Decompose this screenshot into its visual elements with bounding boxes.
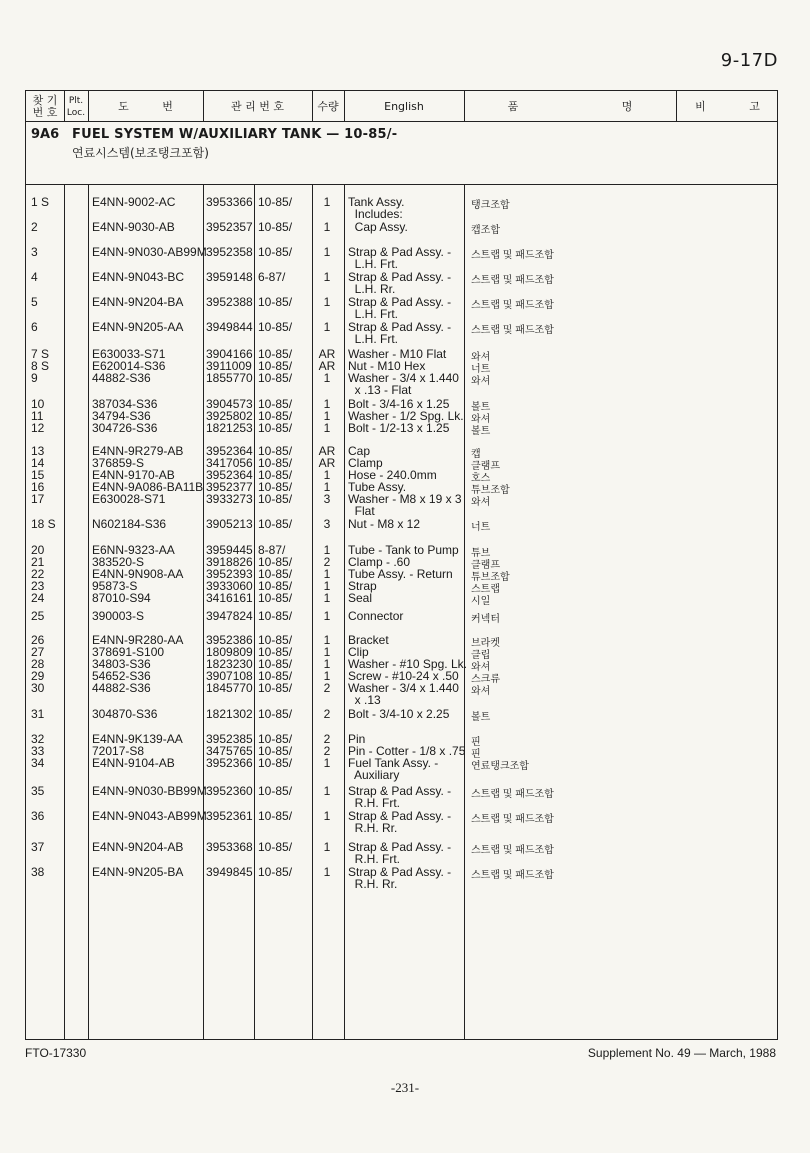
cell-ko: 스트랩 및 패드조합 [471, 870, 554, 881]
section-subtitle: 연료시스템(보조탱크포함) [72, 146, 209, 160]
cell-part: E4NN-9104-AB [92, 756, 175, 770]
cell-en: Pin [348, 732, 366, 746]
cell-ref: 6 [31, 320, 38, 334]
cell-en: Seal [348, 591, 373, 605]
cell-date: 10-85/ [258, 397, 293, 411]
cell-qty: 3 [323, 492, 331, 506]
cell-ref: 31 [31, 707, 45, 721]
cell-qty: 1 [323, 609, 331, 623]
cell-en: Strap & Pad Assy. - R.H. Frt. [348, 840, 452, 866]
cell-ref: 37 [31, 840, 45, 854]
cell-qty: 1 [323, 840, 331, 854]
cell-en: Bolt - 3/4-16 x 1.25 [348, 397, 450, 411]
cell-ko: 연료탱크조합 [471, 761, 529, 772]
cell-qty: 1 [323, 421, 331, 435]
cell-ko: 와셔 [471, 376, 491, 387]
cell-date: 10-85/ [258, 347, 293, 361]
cell-date: 6-87/ [258, 270, 286, 284]
cell-mgmt: 3933060 [206, 579, 253, 593]
cell-date: 10-85/ [258, 579, 293, 593]
cell-ref: 34 [31, 756, 45, 770]
cell-ref: 8 S [31, 359, 50, 373]
cell-date: 10-85/ [258, 707, 293, 721]
cell-en: Screw - #10-24 x .50 [348, 669, 459, 683]
form-number: FTO-17330 [25, 1046, 87, 1060]
cell-date: 10-85/ [258, 359, 293, 373]
cell-en: Strap & Pad Assy. - R.H. Rr. [348, 865, 452, 891]
cell-en: Washer - M10 Flat [348, 347, 447, 361]
cell-qty: 1 [323, 468, 331, 482]
cell-ko: 커넥터 [471, 614, 500, 625]
cell-qty: 1 [323, 657, 331, 671]
cell-date: 10-85/ [258, 633, 293, 647]
cell-qty: 1 [323, 543, 331, 557]
cell-en: Hose - 240.0mm [348, 468, 437, 482]
cell-qty: 1 [323, 784, 331, 798]
cell-en: Tube Assy. [348, 480, 407, 494]
section-code: 9A6 [31, 127, 60, 142]
cell-date: 10-85/ [258, 468, 293, 482]
cell-mgmt: 3417056 [206, 456, 253, 470]
cell-part: E6NN-9323-AA [92, 543, 175, 557]
cell-mgmt: 3905213 [206, 517, 253, 531]
cell-mgmt: 1809809 [206, 645, 253, 659]
cell-en: Tank Assy. Includes: [348, 195, 405, 221]
col-divider [203, 184, 204, 1040]
cell-date: 10-85/ [258, 756, 293, 770]
header-quantity: 수량 [317, 100, 339, 113]
cell-en: Fuel Tank Assy. - Auxiliary [348, 756, 439, 782]
section-title: FUEL SYSTEM W/AUXILIARY TANK — 10-85/- [72, 127, 398, 142]
cell-part: E4NN-9170-AB [92, 468, 175, 482]
cell-part: 34794-S36 [92, 409, 151, 423]
cell-ko: 스트랩 및 패드조합 [471, 250, 554, 261]
cell-ko: 볼트 [471, 402, 491, 413]
cell-mgmt: 3911009 [206, 359, 252, 373]
cell-ko: 스크류 [471, 674, 500, 685]
cell-ko: 튜브조합 [471, 485, 510, 496]
cell-date: 10-85/ [258, 681, 293, 695]
cell-ref: 14 [31, 456, 45, 470]
cell-ko: 핀 [471, 749, 481, 760]
header-remarks: 비 고 [695, 100, 760, 113]
cell-qty: 1 [323, 591, 331, 605]
cell-qty: 1 [323, 409, 331, 423]
cell-en: Strap [348, 579, 377, 593]
cell-ko: 스트랩 및 패드조합 [471, 814, 554, 825]
header-management-number: 관 리 번 호 [231, 100, 284, 113]
cell-date: 10-85/ [258, 567, 293, 581]
cell-mgmt: 3952364 [206, 468, 253, 482]
cell-qty: AR [318, 359, 336, 373]
cell-ref: 25 [31, 609, 45, 623]
cell-mgmt: 1855770 [206, 371, 253, 385]
cell-part: 54652-S36 [92, 669, 151, 683]
cell-ko: 너트 [471, 522, 491, 533]
col-divider [464, 184, 465, 1040]
cell-ko: 클램프 [471, 461, 500, 472]
cell-part: E4NN-9K139-AA [92, 732, 183, 746]
cell-en: Cap [348, 444, 371, 458]
cell-date: 10-85/ [258, 809, 293, 823]
cell-qty: 2 [323, 744, 331, 758]
cell-mgmt: 3952364 [206, 444, 253, 458]
section-divider [26, 184, 777, 185]
cell-ko: 핀 [471, 737, 481, 748]
page-number-top: 9-17D [720, 50, 778, 71]
cell-ref: 17 [31, 492, 45, 506]
cell-mgmt: 3953368 [206, 840, 253, 854]
cell-ref: 11 [31, 409, 44, 423]
cell-part: E4NN-9030-AB [92, 220, 175, 234]
cell-part: 95873-S [92, 579, 138, 593]
cell-ko: 스트랩 및 패드조합 [471, 325, 554, 336]
cell-ko: 튜브조합 [471, 572, 510, 583]
cell-mgmt: 1845770 [206, 681, 253, 695]
cell-ref: 38 [31, 865, 45, 879]
cell-ko: 스트랩 및 패드조합 [471, 845, 554, 856]
cell-ref: 20 [31, 543, 45, 557]
cell-qty: 1 [323, 669, 331, 683]
cell-ref: 24 [31, 591, 45, 605]
header-plant-loc: Plt. Loc. [66, 96, 86, 118]
cell-ko: 스트랩 및 패드조합 [471, 275, 554, 286]
cell-mgmt: 3949844 [206, 320, 253, 334]
cell-mgmt: 3952388 [206, 295, 253, 309]
cell-ko: 너트 [471, 364, 491, 375]
cell-en: Connector [348, 609, 404, 623]
cell-qty: 1 [323, 245, 331, 259]
cell-ref: 10 [31, 397, 45, 411]
cell-ko: 와셔 [471, 352, 491, 363]
cell-date: 10-85/ [258, 245, 293, 259]
cell-part: 304870-S36 [92, 707, 158, 721]
cell-qty: 1 [323, 865, 331, 879]
cell-en: Strap & Pad Assy. - R.H. Frt. [348, 784, 452, 810]
cell-date: 8-87/ [258, 543, 286, 557]
col-divider [64, 184, 65, 1040]
cell-qty: AR [318, 456, 336, 470]
cell-ko: 클램프 [471, 560, 500, 571]
cell-en: Washer - M8 x 19 x 3 Flat [348, 492, 462, 518]
header-ref-no: 찾 기 번 호 [32, 94, 58, 119]
cell-part: E4NN-9N030-AB99M [92, 245, 207, 259]
cell-ko: 클립 [471, 650, 491, 661]
cell-mgmt: 3952357 [206, 220, 253, 234]
cell-part: 390003-S [92, 609, 145, 623]
cell-ko: 캡조합 [471, 225, 500, 236]
cell-date: 10-85/ [258, 295, 293, 309]
cell-qty: 1 [323, 397, 331, 411]
cell-date: 10-85/ [258, 657, 293, 671]
cell-ref: 28 [31, 657, 45, 671]
cell-ref: 12 [31, 421, 45, 435]
cell-ref: 16 [31, 480, 45, 494]
cell-en: Pin - Cotter - 1/8 x .75 [348, 744, 466, 758]
supplement-note: Supplement No. 49 — March, 1988 [587, 1046, 776, 1060]
cell-mgmt: 3959445 [206, 543, 253, 557]
cell-en: Bracket [348, 633, 389, 647]
col-divider [88, 184, 89, 1040]
cell-mgmt: 3959148 [206, 270, 253, 284]
cell-en: Washer - 3/4 x 1.440 x .13 [348, 681, 459, 707]
cell-part: 383520-S [92, 555, 145, 569]
cell-part: 376859-S [92, 456, 145, 470]
col-divider [344, 184, 345, 1040]
cell-en: Clip [348, 645, 369, 659]
cell-date: 10-85/ [258, 492, 293, 506]
cell-qty: 2 [323, 555, 331, 569]
cell-en: Strap & Pad Assy. - L.H. Frt. [348, 295, 452, 321]
cell-qty: 1 [323, 220, 331, 234]
cell-part: E4NN-9N030-BB99M [92, 784, 207, 798]
cell-qty: 2 [323, 707, 331, 721]
cell-date: 10-85/ [258, 480, 293, 494]
cell-en: Strap & Pad Assy. - L.H. Frt. [348, 320, 452, 346]
header-korean-name: 품 명 [507, 100, 633, 113]
cell-qty: 3 [323, 517, 331, 531]
cell-part: E4NN-9002-AC [92, 195, 176, 209]
cell-qty: AR [318, 444, 336, 458]
cell-ko: 캡 [471, 449, 481, 460]
cell-date: 10-85/ [258, 865, 293, 879]
cell-en: Clamp - .60 [348, 555, 411, 569]
cell-mgmt: 3416161 [206, 591, 253, 605]
cell-ref: 18 S [31, 517, 56, 531]
cell-ref: 15 [31, 468, 45, 482]
cell-mgmt: 3952366 [206, 756, 253, 770]
cell-mgmt: 3904573 [206, 397, 253, 411]
cell-part: E4NN-9N205-BA [92, 865, 184, 879]
cell-qty: 1 [323, 645, 331, 659]
cell-en: Cap Assy. [348, 220, 408, 234]
cell-date: 10-85/ [258, 784, 293, 798]
cell-qty: 1 [323, 371, 331, 385]
cell-mgmt: 3952393 [206, 567, 253, 581]
cell-part: E4NN-9N204-BA [92, 295, 184, 309]
cell-date: 10-85/ [258, 840, 293, 854]
cell-mgmt: 3904166 [206, 347, 253, 361]
cell-mgmt: 3933273 [206, 492, 253, 506]
cell-ref: 29 [31, 669, 45, 683]
cell-part: E630028-S71 [92, 492, 166, 506]
cell-ko: 와셔 [471, 497, 491, 508]
cell-part: N602184-S36 [92, 517, 167, 531]
cell-ko: 와셔 [471, 662, 491, 673]
header-divider [26, 121, 777, 122]
cell-part: E4NN-9A086-BA11B [92, 480, 204, 494]
cell-qty: 1 [323, 480, 331, 494]
cell-en: Washer - 3/4 x 1.440 x .13 - Flat [348, 371, 459, 397]
cell-ko: 호스 [471, 473, 491, 484]
cell-date: 10-85/ [258, 609, 293, 623]
cell-en: Washer - 1/2 Spg. Lk. [348, 409, 464, 423]
cell-ref: 23 [31, 579, 45, 593]
cell-qty: 1 [323, 756, 331, 770]
cell-ref: 32 [31, 732, 45, 746]
cell-part: E630033-S71 [92, 347, 166, 361]
header-english: English [384, 100, 424, 113]
cell-qty: 1 [323, 320, 331, 334]
cell-ref: 35 [31, 784, 45, 798]
cell-date: 10-85/ [258, 456, 293, 470]
cell-ref: 21 [31, 555, 45, 569]
cell-ko: 와셔 [471, 686, 491, 697]
cell-part: E4NN-9N204-AB [92, 840, 184, 854]
cell-part: 378691-S100 [92, 645, 165, 659]
cell-part: E4NN-9R279-AB [92, 444, 184, 458]
cell-date: 10-85/ [258, 744, 293, 758]
cell-ko: 스트랩 [471, 584, 500, 595]
cell-ref: 7 S [31, 347, 50, 361]
cell-mgmt: 1823230 [206, 657, 253, 671]
cell-ko: 튜브 [471, 548, 491, 559]
cell-part: 44882-S36 [92, 371, 151, 385]
cell-mgmt: 3918826 [206, 555, 253, 569]
cell-ko: 볼트 [471, 426, 491, 437]
cell-mgmt: 3953366 [206, 195, 253, 209]
cell-qty: AR [318, 347, 336, 361]
cell-qty: 1 [323, 567, 331, 581]
cell-en: Bolt - 3/4-10 x 2.25 [348, 707, 450, 721]
cell-mgmt: 3475765 [206, 744, 253, 758]
cell-ko: 스트랩 및 패드조합 [471, 789, 554, 800]
cell-part: 387034-S36 [92, 397, 158, 411]
cell-part: 34803-S36 [92, 657, 151, 671]
cell-en: Bolt - 1/2-13 x 1.25 [348, 421, 450, 435]
cell-ref: 36 [31, 809, 45, 823]
cell-part: 44882-S36 [92, 681, 151, 695]
cell-part: 304726-S36 [92, 421, 158, 435]
cell-ref: 13 [31, 444, 45, 458]
cell-date: 10-85/ [258, 591, 293, 605]
cell-date: 10-85/ [258, 409, 293, 423]
cell-part: E4NN-9N043-BC [92, 270, 185, 284]
cell-date: 10-85/ [258, 555, 293, 569]
cell-qty: 2 [323, 681, 331, 695]
cell-en: Strap & Pad Assy. - R.H. Rr. [348, 809, 452, 835]
cell-part: E4NN-9R280-AA [92, 633, 184, 647]
cell-part: 72017-S8 [92, 744, 145, 758]
cell-date: 10-85/ [258, 220, 293, 234]
cell-ref: 1 S [31, 195, 50, 209]
cell-date: 10-85/ [258, 421, 293, 435]
cell-qty: 1 [323, 270, 331, 284]
cell-ref: 27 [31, 645, 45, 659]
cell-mgmt: 3925802 [206, 409, 253, 423]
cell-en: Tube Assy. - Return [348, 567, 453, 581]
cell-qty: 1 [323, 809, 331, 823]
cell-qty: 1 [323, 195, 331, 209]
cell-mgmt: 3952361 [206, 809, 253, 823]
cell-ko: 와셔 [471, 414, 491, 425]
cell-date: 10-85/ [258, 517, 293, 531]
cell-en: Strap & Pad Assy. - L.H. Rr. [348, 270, 452, 296]
cell-ref: 33 [31, 744, 45, 758]
cell-ko: 브라켓 [471, 638, 500, 649]
cell-mgmt: 3949845 [206, 865, 253, 879]
cell-mgmt: 3952385 [206, 732, 253, 746]
cell-qty: 1 [323, 633, 331, 647]
cell-ref: 2 [31, 220, 38, 234]
cell-date: 10-85/ [258, 444, 293, 458]
cell-en: Strap & Pad Assy. - L.H. Frt. [348, 245, 452, 271]
cell-ko: 스트랩 및 패드조합 [471, 300, 554, 311]
cell-mgmt: 3952386 [206, 633, 253, 647]
cell-part: 87010-S94 [92, 591, 151, 605]
cell-ko: 탱크조합 [471, 200, 510, 211]
cell-ref: 22 [31, 567, 45, 581]
cell-en: Clamp [348, 456, 383, 470]
cell-mgmt: 3952360 [206, 784, 253, 798]
cell-ko: 시일 [471, 596, 491, 607]
cell-ref: 4 [31, 270, 38, 284]
header-part-number: 도 번 [118, 100, 173, 113]
cell-qty: 2 [323, 732, 331, 746]
cell-mgmt: 1821302 [206, 707, 253, 721]
cell-part: E4NN-9N908-AA [92, 567, 184, 581]
cell-date: 10-85/ [258, 371, 293, 385]
cell-ref: 9 [31, 371, 38, 385]
cell-date: 10-85/ [258, 669, 293, 683]
cell-date: 10-85/ [258, 320, 293, 334]
cell-date: 10-85/ [258, 195, 293, 209]
cell-qty: 1 [323, 579, 331, 593]
cell-ref: 26 [31, 633, 45, 647]
cell-ko: 볼트 [471, 712, 491, 723]
cell-date: 10-85/ [258, 732, 293, 746]
cell-mgmt: 3947824 [206, 609, 253, 623]
cell-date: 10-85/ [258, 645, 293, 659]
cell-part: E4NN-9N043-AB99M [92, 809, 207, 823]
cell-qty: 1 [323, 295, 331, 309]
parts-table-frame [25, 90, 778, 1040]
cell-mgmt: 3952358 [206, 245, 253, 259]
cell-mgmt: 3907108 [206, 669, 253, 683]
cell-ref: 30 [31, 681, 45, 695]
cell-ref: 5 [31, 295, 38, 309]
cell-en: Nut - M8 x 12 [348, 517, 421, 531]
cell-en: Washer - #10 Spg. Lk. [348, 657, 467, 671]
cell-ref: 3 [31, 245, 38, 259]
cell-en: Nut - M10 Hex [348, 359, 426, 373]
cell-mgmt: 3952377 [206, 480, 253, 494]
cell-part: E620014-S36 [92, 359, 166, 373]
page-number-bottom: -231- [390, 1080, 420, 1095]
col-divider [254, 184, 255, 1040]
cell-part: E4NN-9N205-AA [92, 320, 184, 334]
cell-en: Tube - Tank to Pump [348, 543, 459, 557]
cell-mgmt: 1821253 [206, 421, 253, 435]
